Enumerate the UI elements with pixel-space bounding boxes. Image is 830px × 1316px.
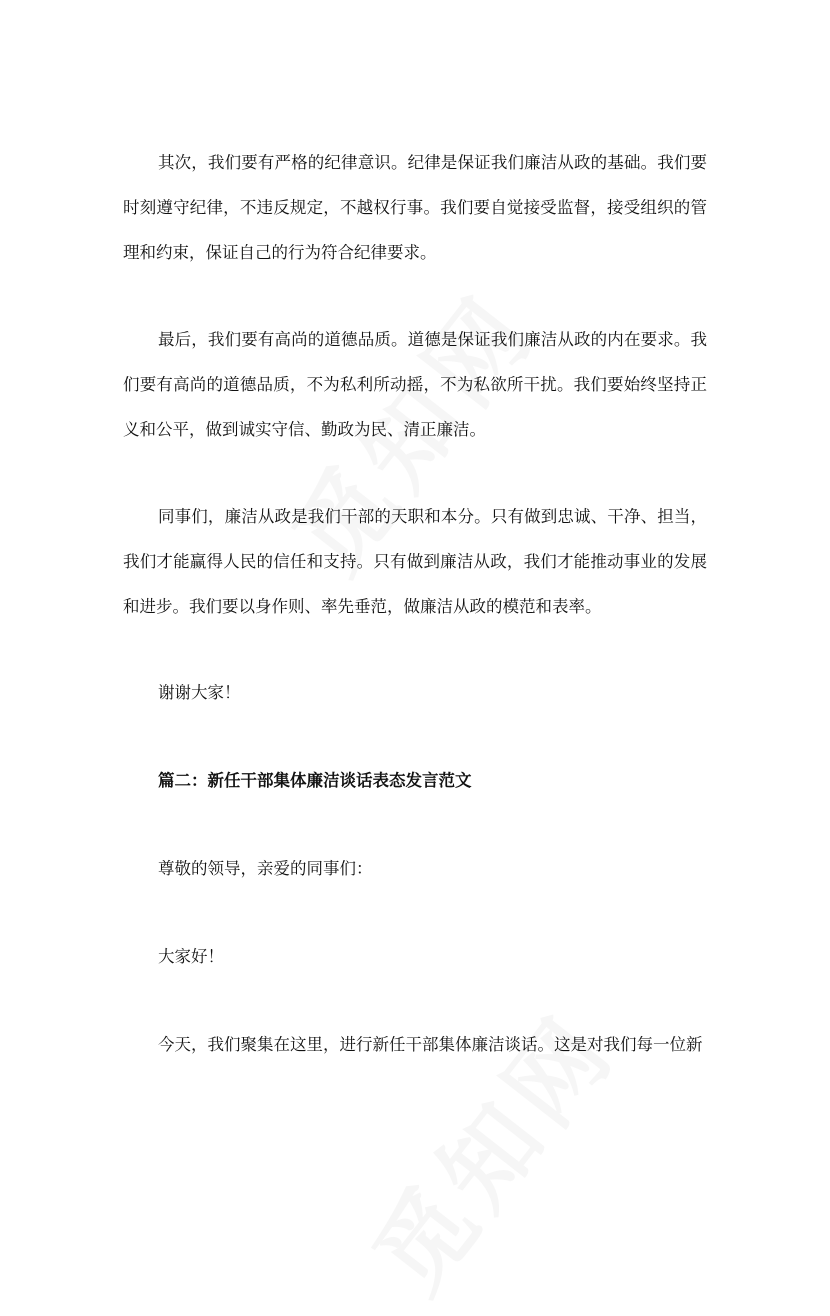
paragraph-opening: 今天，我们聚集在这里，进行新任干部集体廉洁谈话。这是对我们每一位新: [158, 1035, 703, 1054]
paragraph-thanks: 谢谢大家！: [158, 683, 241, 702]
section-heading: 篇二：新任干部集体廉洁谈话表态发言范文: [158, 771, 472, 790]
paragraph-morality: 最后，我们要有高尚的道德品质。道德是保证我们廉洁从政的内在要求。我们要有高尚的道德品质，不为私利所动摇，不为私欲所干扰。我们要始终坚持正义和公平，做到诚实守信、勤政为民、清正廉洁。: [123, 330, 707, 439]
paragraph-discipline: 其次，我们要有严格的纪律意识。纪律是保证我们廉洁从政的基础。我们要时刻遵守纪律，不违反规定，不越权行事。我们要自觉接受监督，接受组织的管理和约束，保证自己的行为符合纪律要求。: [123, 153, 707, 262]
paragraph-greeting: 大家好！: [158, 947, 224, 966]
paragraph-colleagues: 同事们，廉洁从政是我们干部的天职和本分。只有做到忠诚、干净、担当，我们才能赢得人民的信任和支持。只有做到廉洁从政，我们才能推动事业的发展和进步。我们要以身作则、率先垂范，做廉洁从政的模范和表率。: [123, 507, 707, 616]
paragraph-salutation: 尊敬的领导，亲爱的同事们：: [158, 859, 373, 878]
